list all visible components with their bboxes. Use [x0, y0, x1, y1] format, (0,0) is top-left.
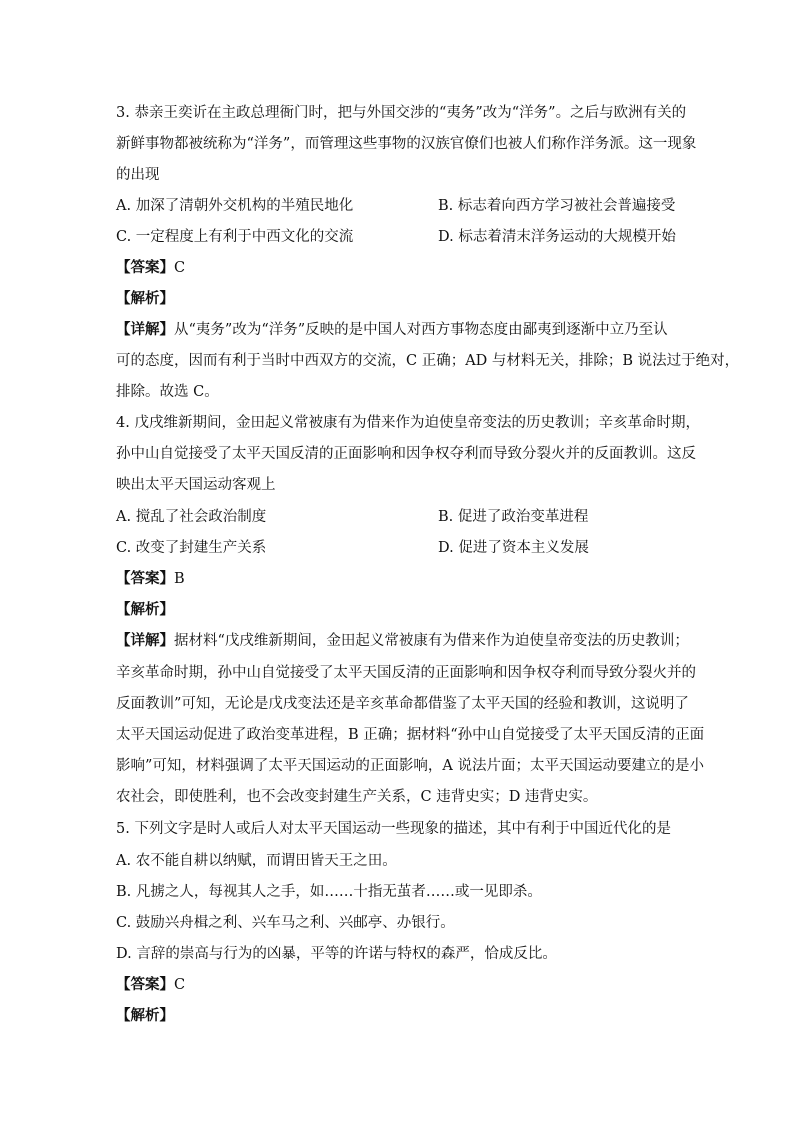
q4-stem-line-2: 孙中山自觉接受了太平天国反清的正面影响和因争权夺利而导致分裂火并的反面教训。这反	[116, 446, 696, 462]
q3-answer	[116, 258, 185, 278]
answer-tag: 【答案】	[116, 976, 174, 993]
q3-detail-line-1	[116, 320, 668, 340]
q3-stem-line-3: 的出现	[116, 167, 160, 183]
q4-option-a: A. 搅乱了社会政治制度	[116, 509, 267, 525]
detail-text: 据材料“戊戌维新期间，金田起义常被康有为借来作为迫使皇帝变法的历史教训；	[174, 633, 689, 649]
q4-option-b: B. 促进了政治变革进程	[438, 509, 589, 525]
q5-option-c: C. 鼓励兴舟楫之利、兴车马之利、兴邮亭、办银行。	[116, 915, 455, 931]
q4-answer	[116, 569, 185, 589]
detail-tag: 【详解】	[116, 321, 174, 338]
answer-value: C	[174, 977, 186, 993]
q4-detail-line-2: 辛亥革命时期，孙中山自觉接受了太平天国反清的正面影响和因争权夺利而导致分裂火并的	[116, 665, 696, 681]
q3-stem-line-2: 新鲜事物都被统称为“洋务”，而管理这些事物的汉族官僚们也被人们称作洋务派。这一现象	[116, 136, 697, 152]
q4-detail-line-3: 反面教训”可知，无论是戊戌变法还是辛亥革命都借鉴了太平天国的经验和教训，这说明了	[116, 696, 689, 712]
q3-option-d: D. 标志着清末洋务运动的大规模开始	[438, 229, 676, 245]
answer-value: B	[174, 571, 185, 587]
q5-answer	[116, 975, 185, 995]
q3-detail-line-3: 排除。故选 C。	[116, 384, 219, 400]
q5-analysis-tag: 【解析】	[116, 1007, 174, 1024]
q4-analysis-tag: 【解析】	[116, 601, 174, 618]
q4-option-c: C. 改变了封建生产关系	[116, 540, 267, 556]
answer-value: C	[174, 260, 186, 276]
q3-stem-line-1: 3. 恭亲王奕䜣在主政总理衙门时，把与外国交涉的“夷务”改为“洋务”。之后与欧洲有关的	[116, 105, 687, 121]
answer-tag: 【答案】	[116, 259, 174, 276]
detail-tag: 【详解】	[116, 632, 174, 649]
q5-option-a: A. 农不能自耕以纳赋，而谓田皆天王之田。	[116, 853, 397, 869]
q4-detail-line-4: 太平天国运动促进了政治变革进程，B 正确；据材料“孙中山自觉接受了太平天国反清的正面	[116, 727, 705, 743]
q4-detail-line-5: 影响”可知，材料强调了太平天国运动的正面影响，A 说法片面；太平天国运动要建立的是小	[116, 758, 704, 774]
q4-detail-line-1	[116, 631, 689, 651]
q4-detail-line-6: 农社会，即使胜利，也不会改变封建生产关系，C 违背史实；D 违背史实。	[116, 789, 598, 805]
q5-option-b: B. 凡掳之人，每视其人之手，如……十指无茧者……或一见即杀。	[116, 884, 542, 900]
q3-option-b: B. 标志着向西方学习被社会普遍接受	[438, 198, 676, 214]
q4-stem-line-3: 映出太平天国运动客观上	[116, 477, 276, 493]
detail-text: 从“夷务”改为“洋务”反映的是中国人对西方事物态度由鄙夷到逐渐中立乃至认	[174, 322, 668, 338]
q5-stem-line-1: 5. 下列文字是时人或后人对太平天国运动一些现象的描述，其中有利于中国近代化的是	[116, 821, 671, 837]
q5-option-d: D. 言辞的崇高与行为的凶暴，平等的许诺与特权的森严，恰成反比。	[116, 946, 557, 962]
q3-detail-line-2: 可的态度，因而有利于当时中西双方的交流，C 正确；AD 与材料无关，排除；B 说法过于绝对，	[116, 353, 740, 369]
answer-tag: 【答案】	[116, 570, 174, 587]
q3-analysis-tag: 【解析】	[116, 290, 174, 307]
q4-option-d: D. 促进了资本主义发展	[438, 540, 589, 556]
q4-stem-line-1: 4. 戊戌维新期间，金田起义常被康有为借来作为迫使皇帝变法的历史教训；辛亥革命时期，	[116, 415, 700, 431]
q3-option-c: C. 一定程度上有利于中西文化的交流	[116, 229, 354, 245]
q3-option-a: A. 加深了清朝外交机构的半殖民地化	[116, 198, 354, 214]
